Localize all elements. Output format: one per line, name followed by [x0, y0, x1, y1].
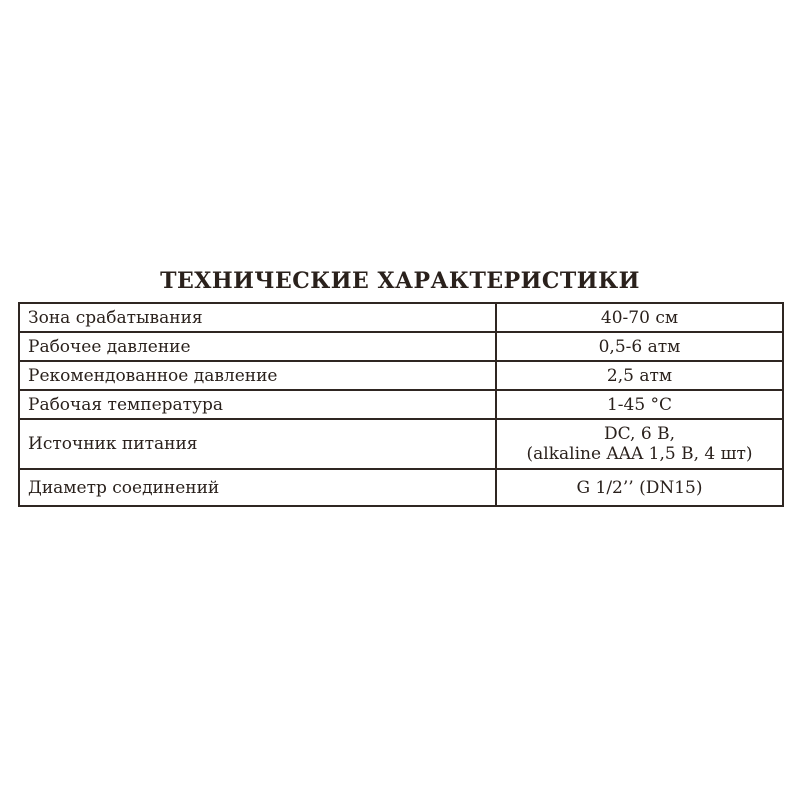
table-row	[19, 419, 783, 469]
table-row	[19, 332, 783, 361]
spec-label: Диаметр соединений	[19, 469, 496, 506]
spec-value-line: 40-70 см	[600, 307, 679, 328]
spec-value-line: G 1/2’’ (DN15)	[576, 477, 703, 498]
spec-label: Источник питания	[19, 419, 496, 469]
table-row	[19, 361, 783, 390]
spec-value	[496, 469, 783, 506]
spec-label: Рабочая температура	[19, 390, 496, 419]
table-row	[19, 469, 783, 506]
spec-value	[496, 419, 783, 469]
specs-table	[18, 302, 784, 507]
spec-label: Рекомендованное давление	[19, 361, 496, 390]
spec-value	[496, 303, 783, 332]
spec-label: Рабочее давление	[19, 332, 496, 361]
spec-value	[496, 390, 783, 419]
spec-value-line: 0,5-6 атм	[598, 336, 681, 357]
page-title: ТЕХНИЧЕСКИЕ ХАРАКТЕРИСТИКИ	[160, 268, 640, 294]
spec-value-line: 1-45 °C	[606, 394, 673, 415]
spec-value-line: 2,5 атм	[606, 365, 673, 386]
spec-label: Зона срабатывания	[19, 303, 496, 332]
spec-value-line: (alkaline AAA 1,5 В, 4 шт)	[526, 444, 753, 464]
spec-value	[496, 332, 783, 361]
spec-value	[496, 361, 783, 390]
table-row	[19, 390, 783, 419]
table-row	[19, 303, 783, 332]
spec-value-line: DC, 6 В,	[604, 424, 675, 444]
